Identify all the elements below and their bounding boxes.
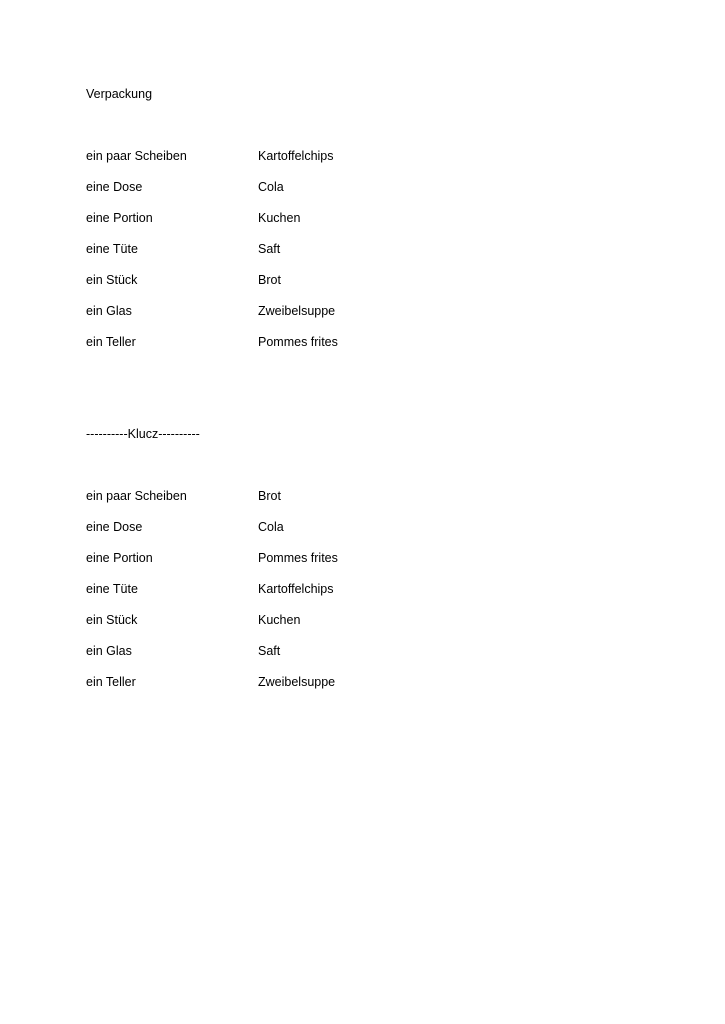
quantity-label: ein Teller [86,335,136,349]
food-label: Cola [258,180,284,194]
food-label: Kartoffelchips [258,582,334,596]
food-label: Pommes frites [258,335,338,349]
food-label: Cola [258,520,284,534]
quantity-label: ein Glas [86,304,132,318]
food-label: Zweibelsuppe [258,304,336,318]
food-label: Kuchen [258,211,301,225]
quantity-label: ein Stück [86,613,138,627]
quantity-label: ein paar Scheiben [86,489,187,503]
quantity-label: ein Glas [86,644,132,658]
answer-key-heading: ----------Klucz---------- [86,427,200,441]
quantity-label: ein Stück [86,273,138,287]
quantity-label: eine Tüte [86,582,138,596]
food-label: Saft [258,242,281,256]
quantity-label: eine Portion [86,211,153,225]
food-label: Pommes frites [258,551,338,565]
quantity-label: ein paar Scheiben [86,149,187,163]
quantity-label: eine Portion [86,551,153,565]
food-label: Zweibelsuppe [258,675,336,689]
document-title: Verpackung [86,87,153,101]
food-label: Kartoffelchips [258,149,334,163]
quantity-label: eine Tüte [86,242,138,256]
quantity-label: eine Dose [86,520,143,534]
quantity-label: eine Dose [86,180,143,194]
food-label: Brot [258,273,281,287]
quantity-label: ein Teller [86,675,136,689]
food-label: Kuchen [258,613,301,627]
food-label: Brot [258,489,281,503]
food-label: Saft [258,644,281,658]
